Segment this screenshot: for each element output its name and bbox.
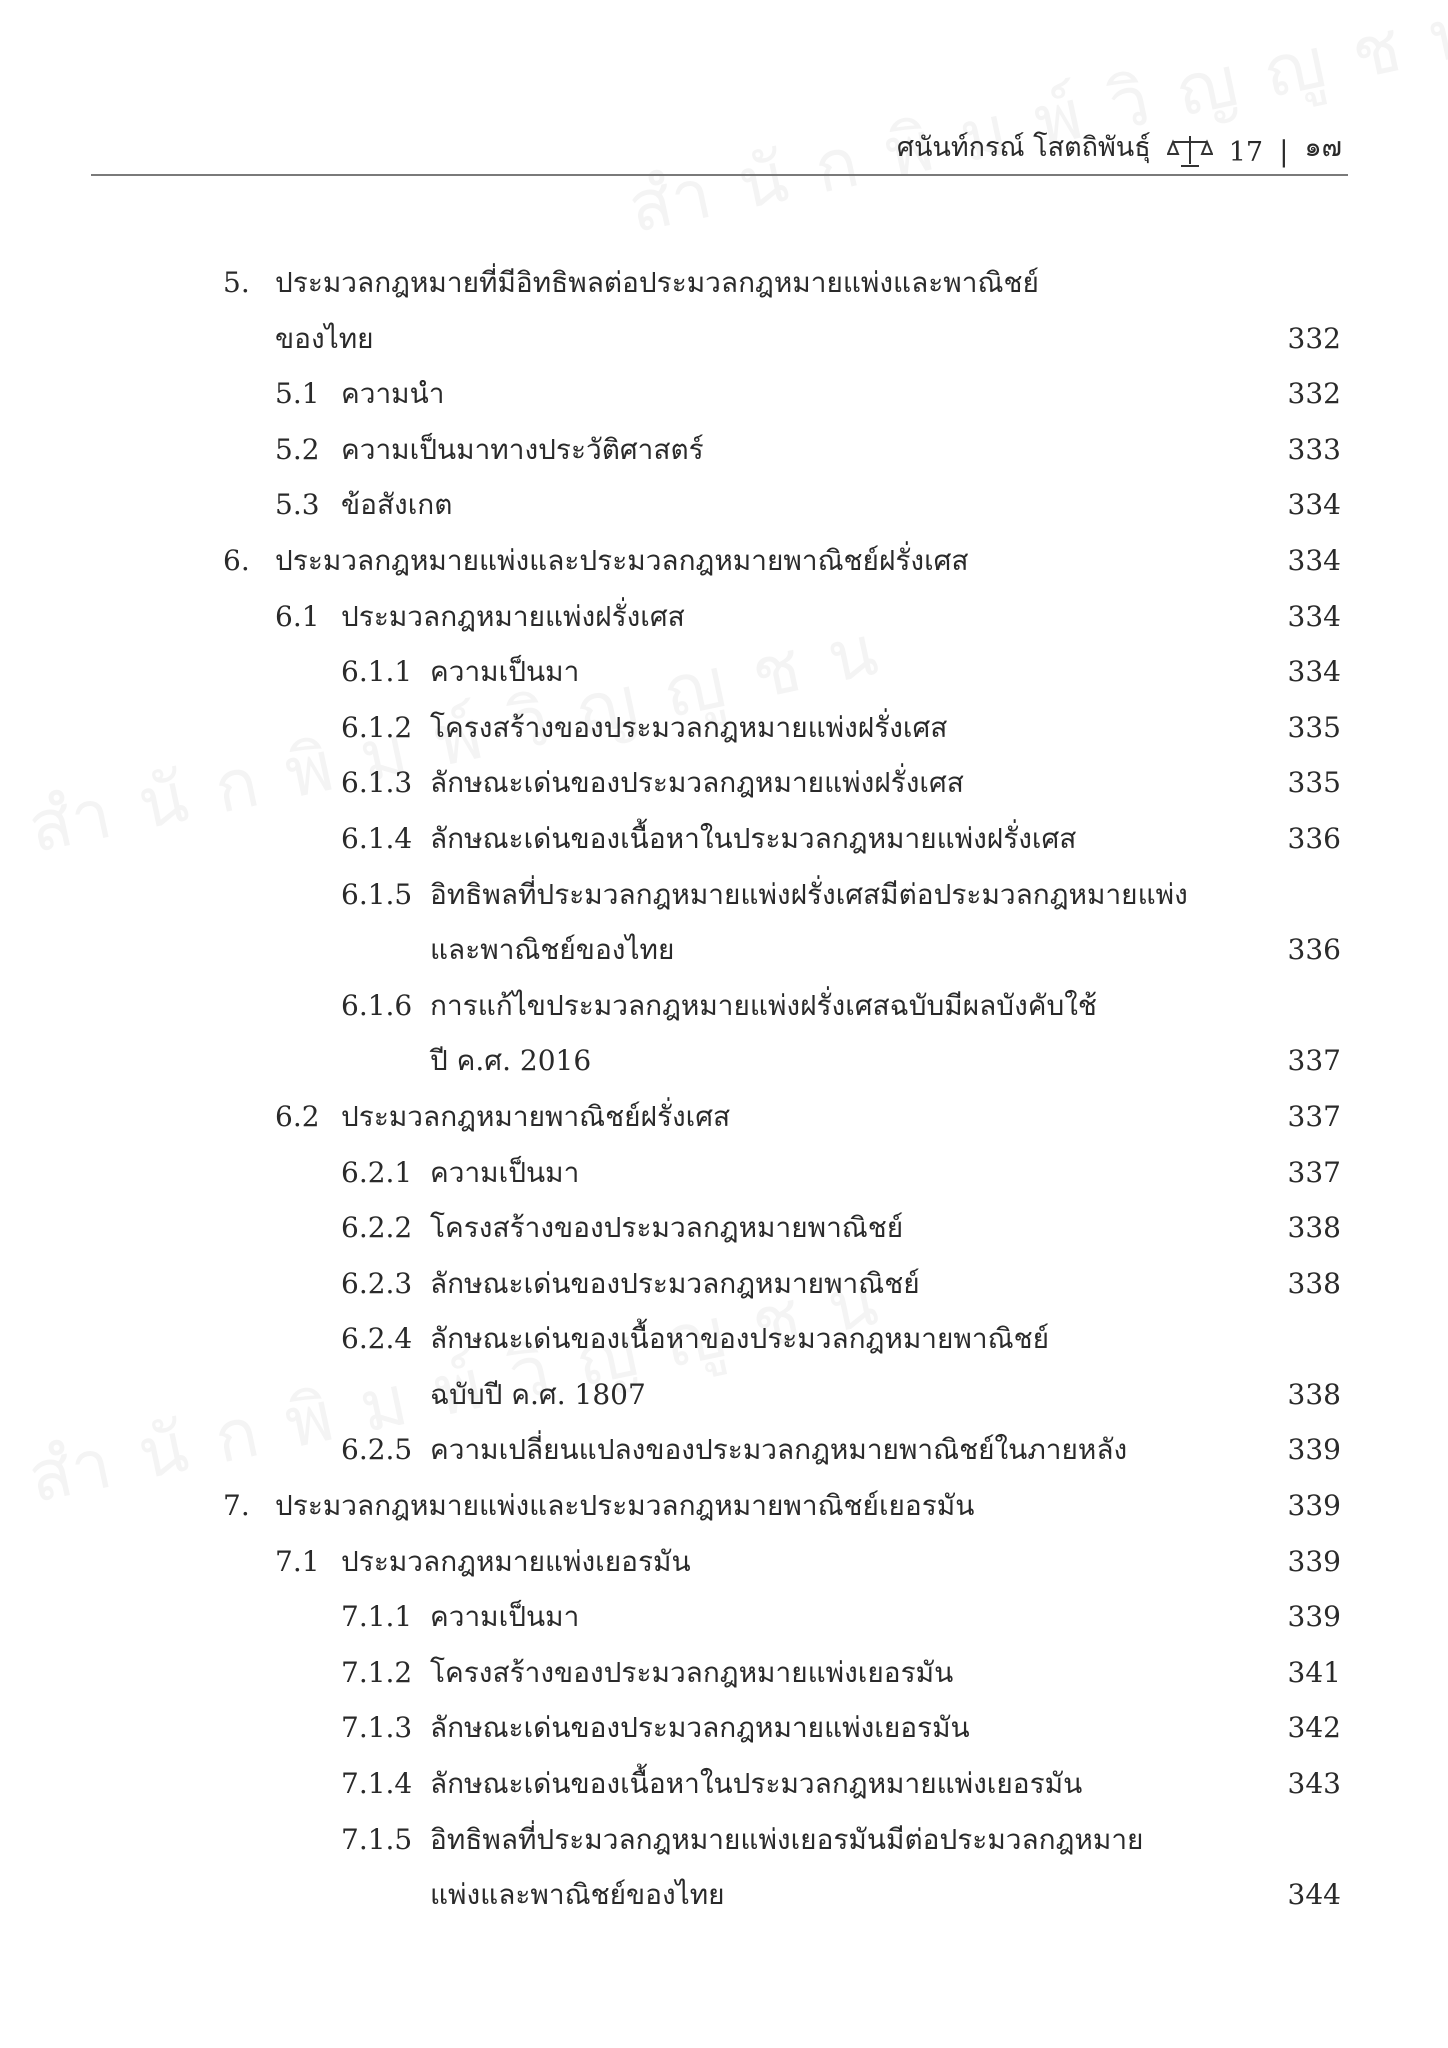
toc-entry-title: ความเป็นมา [430,1600,580,1634]
toc-entry-page: 332 [1287,377,1341,411]
toc-entry-page: 336 [1287,821,1341,855]
toc-entry-number: 5. [223,266,250,299]
toc-entry-title: ลักษณะเด่นของเนื้อหาในประมวลกฎหมายแพ่งฝรั่งเศส [430,821,1077,855]
toc-entry-number: 6.2.1 [341,1155,413,1189]
toc-entry-title: ความเปลี่ยนแปลงของประมวลกฎหมายพาณิชย์ในภายหลัง [430,1433,1128,1467]
table-of-contents [223,255,1341,1923]
toc-entry-number: 6.1.4 [341,821,413,855]
toc-entry-page: 342 [1287,1711,1341,1745]
toc-entry-page: 338 [1287,1266,1341,1300]
toc-entry-title: และพาณิชย์ของไทย [430,933,675,967]
toc-entry [223,1311,1341,1367]
toc-entry-number: 6.1 [275,599,320,633]
toc-entry [223,1478,1341,1534]
toc-entry-number: 6.2.4 [341,1322,413,1356]
toc-entry-page: 339 [1287,1489,1341,1523]
toc-entry-page: 341 [1287,1655,1341,1689]
toc-entry-title: ลักษณะเด่นของประมวลกฎหมายแพ่งฝรั่งเศส [430,766,964,800]
toc-entry-title: แพ่งและพาณิชย์ของไทย [430,1878,725,1912]
toc-entry [223,811,1341,867]
toc-entry-title: ความเป็นมา [430,655,580,689]
toc-entry-title: ประมวลกฎหมายแพ่งเยอรมัน [341,1544,691,1578]
toc-entry-title: ลักษณะเด่นของประมวลกฎหมายพาณิชย์ [430,1266,920,1300]
toc-entry-page: 337 [1287,1099,1341,1133]
toc-entry-page: 337 [1287,1044,1341,1078]
toc-entry-number: 5.3 [275,488,320,522]
toc-entry-page: 339 [1287,1600,1341,1634]
toc-entry-page: 335 [1287,766,1341,800]
toc-entry [223,533,1341,589]
toc-entry-number: 6.2.2 [341,1211,413,1245]
toc-entry-title: โครงสร้างของประมวลกฎหมายพาณิชย์ [430,1211,904,1245]
running-header [91,128,1348,176]
toc-entry-number: 7.1.5 [341,1822,413,1856]
toc-entry-title: ประมวลกฎหมายพาณิชย์ฝรั่งเศส [341,1099,731,1133]
toc-entry [223,1033,1341,1089]
toc-entry [223,1089,1341,1145]
toc-entry-title: ประมวลกฎหมายที่มีอิทธิพลต่อประมวลกฎหมายแพ่งและพาณิชย์ [275,266,1039,299]
toc-entry-number: 5.1 [275,377,320,411]
page-number: 17 [1228,137,1264,168]
toc-entry [223,1200,1341,1256]
toc-entry [223,1645,1341,1701]
toc-entry-number: 7.1 [275,1544,320,1578]
toc-entry-title: อิทธิพลที่ประมวลกฎหมายแพ่งฝรั่งเศสมีต่อประมวลกฎหมายแพ่ง [430,877,1188,911]
toc-entry-page: 338 [1287,1211,1341,1245]
toc-entry-title: ลักษณะเด่นของเนื้อหาในประมวลกฎหมายแพ่งเยอรมัน [430,1767,1083,1801]
toc-entry [223,589,1341,645]
toc-entry-number: 6.2 [275,1099,320,1133]
toc-entry-page: 334 [1287,488,1341,522]
toc-entry-title: ของไทย [275,321,374,355]
page-number-thai: ๑๗ [1304,132,1342,163]
toc-entry [223,1145,1341,1201]
author-name: ศนันท์กรณ์ โสตถิพันธุ์ [896,132,1151,163]
toc-entry-title: ประมวลกฎหมายแพ่งและประมวลกฎหมายพาณิชย์เยอรมัน [275,1489,975,1523]
toc-entry-title: ความเป็นมา [430,1155,580,1189]
toc-entry-title: ฉบับปี ค.ศ. 1807 [430,1377,646,1411]
toc-entry-title: อิทธิพลที่ประมวลกฎหมายแพ่งเยอรมันมีต่อประมวลกฎหมาย [430,1822,1144,1856]
toc-entry-title: ปี ค.ศ. 2016 [430,1044,592,1078]
toc-entry [223,1589,1341,1645]
toc-entry-title: ประมวลกฎหมายแพ่งและประมวลกฎหมายพาณิชย์ฝรั่งเศส [275,543,969,577]
toc-entry [223,1422,1341,1478]
toc-entry [223,422,1341,478]
toc-entry-title: ลักษณะเด่นของประมวลกฎหมายแพ่งเยอรมัน [430,1711,970,1745]
toc-entry-page: 334 [1287,543,1341,577]
toc-entry-page: 332 [1287,321,1341,355]
toc-entry-title: ลักษณะเด่นของเนื้อหาของประมวลกฎหมายพาณิชย์ [430,1322,1049,1356]
toc-entry-number: 6.1.6 [341,988,413,1022]
toc-entry [223,700,1341,756]
toc-entry-page: 334 [1287,655,1341,689]
toc-entry [223,755,1341,811]
toc-entry-number: 5.2 [275,432,320,466]
toc-entry [223,644,1341,700]
toc-entry-title: ความนำ [341,377,445,411]
toc-entry-page: 333 [1287,432,1341,466]
toc-entry-page: 337 [1287,1155,1341,1189]
toc-entry [223,311,1341,367]
toc-entry-number: 7.1.4 [341,1767,413,1801]
toc-entry-page: 338 [1287,1377,1341,1411]
toc-entry-number: 7.1.2 [341,1655,413,1689]
toc-entry-page: 336 [1287,933,1341,967]
header-separator: | [1279,135,1289,168]
toc-entry-page: 343 [1287,1767,1341,1801]
toc-entry-number: 7.1.1 [341,1600,413,1634]
toc-entry [223,1756,1341,1812]
toc-entry [223,978,1341,1034]
toc-entry-page: 334 [1287,599,1341,633]
toc-entry [223,867,1341,923]
toc-entry-page: 344 [1287,1878,1341,1912]
toc-entry-number: 6.2.3 [341,1266,413,1300]
toc-entry [223,477,1341,533]
toc-entry-title: โครงสร้างของประมวลกฎหมายแพ่งเยอรมัน [430,1655,954,1689]
toc-entry [223,922,1341,978]
toc-entry-number: 6.2.5 [341,1433,413,1467]
toc-entry-title: ความเป็นมาทางประวัติศาสตร์ [341,432,704,466]
toc-entry-title: ประมวลกฎหมายแพ่งฝรั่งเศส [341,599,685,633]
toc-entry [223,1700,1341,1756]
toc-entry-page: 335 [1287,710,1341,744]
toc-entry-number: 6.1.1 [341,655,413,689]
toc-entry [223,255,1341,311]
toc-entry [223,1867,1341,1923]
toc-entry [223,1256,1341,1312]
toc-entry [223,1367,1341,1423]
toc-entry-number: 6. [223,543,250,577]
toc-entry-number: 6.1.5 [341,877,413,911]
toc-entry-title: โครงสร้างของประมวลกฎหมายแพ่งฝรั่งเศส [430,710,948,744]
toc-entry-number: 6.1.2 [341,710,413,744]
toc-entry [223,1534,1341,1590]
toc-entry [223,366,1341,422]
toc-entry-page: 339 [1287,1544,1341,1578]
toc-entry [223,1812,1341,1868]
toc-entry-number: 7. [223,1489,250,1523]
scales-of-justice-icon [1167,134,1213,168]
toc-entry-page: 339 [1287,1433,1341,1467]
toc-entry-number: 7.1.3 [341,1711,413,1745]
toc-entry-title: ข้อสังเกต [341,488,453,522]
toc-entry-title: การแก้ไขประมวลกฎหมายแพ่งฝรั่งเศสฉบับมีผลบังคับใช้ [430,988,1097,1022]
toc-entry-number: 6.1.3 [341,766,413,800]
